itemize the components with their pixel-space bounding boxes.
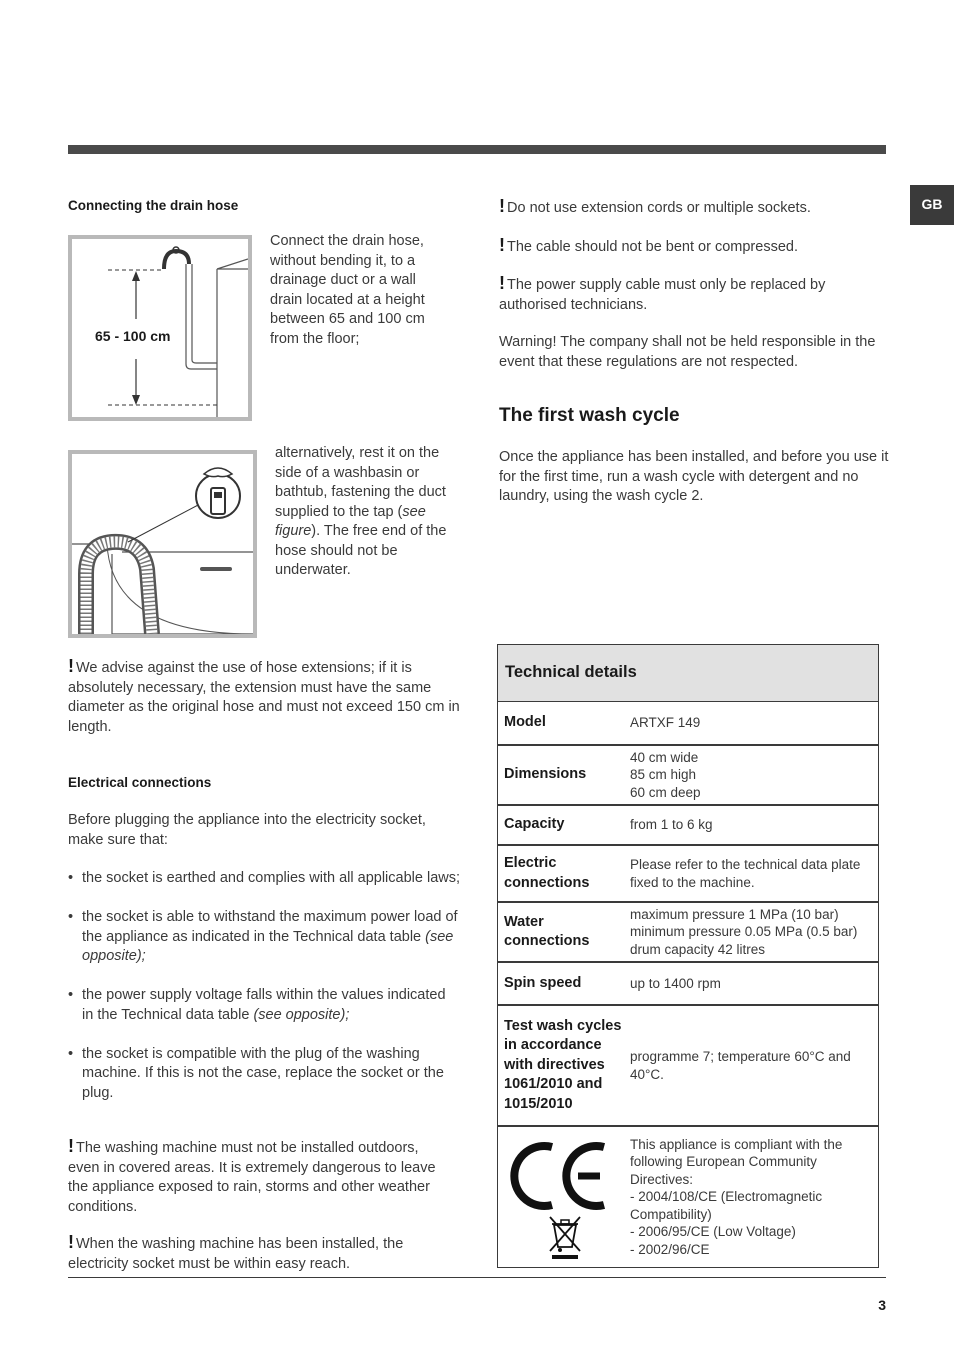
- ce-and-weee-icon: [508, 1135, 618, 1260]
- spin-value: up to 1400 rpm: [630, 975, 721, 991]
- hose-extension-warning: [68, 657, 460, 737]
- height-range-label: 65 - 100 cm: [95, 328, 171, 344]
- technical-details-title: Technical details: [498, 645, 878, 702]
- electric-value: Please refer to the technical data plate fixed to the machine.: [630, 857, 861, 890]
- water-max-pressure: maximum pressure 1 MPa (10 bar): [630, 906, 839, 922]
- check-item-text: the socket is compatible with the plug of the washing machine. If this is not the case, replace the socket or the plug.: [82, 1045, 444, 1101]
- check-item-text: the socket is earthed and complies with all applicable laws;: [82, 870, 461, 886]
- warning-mark: !: [68, 656, 74, 676]
- check-item-earthed: [68, 869, 460, 889]
- row-spin: [498, 963, 878, 1006]
- spin-label: Spin speed: [504, 974, 582, 991]
- check-item-em: (see opposite);: [253, 1006, 350, 1023]
- check-item-voltage: [68, 986, 460, 1025]
- row-water: [498, 903, 878, 963]
- directive-emc: - 2004/108/CE (Electromagnetic Compatibility): [630, 1189, 823, 1222]
- check-item-power-load: [68, 908, 460, 967]
- drain-wall-text: Connect the drain hose, without bending it, to a drainage duct or a wall drain located at a height between 65 and 100 cm from the floor;: [270, 233, 425, 347]
- drain-basin-text-em: see figure: [275, 503, 426, 539]
- water-label: Water connections: [504, 913, 590, 949]
- cable-bent-warning: [499, 236, 885, 258]
- drain-basin-text: [275, 444, 447, 581]
- drain-basin-figure: [68, 450, 257, 638]
- electric-label: Electric connections: [504, 855, 590, 891]
- check-item-text: the power supply voltage falls within the values indicated in the Technical data table: [82, 987, 446, 1023]
- row-dimensions: [498, 746, 878, 806]
- test-cycles-label: Test wash cycles in accordance with directives 1061/2010 and 1015/2010: [504, 1017, 622, 1112]
- dimension-width: 40 cm wide: [630, 749, 699, 765]
- model-value: ARTXF 149: [630, 715, 701, 731]
- warning-mark: !: [499, 273, 505, 293]
- extension-cord-warning-text: Do not use extension cords or multiple sockets.: [507, 200, 811, 216]
- warning-mark: !: [68, 1136, 74, 1156]
- compliance-intro: This appliance is compliant with the following European Community Directives:: [630, 1136, 843, 1187]
- outdoor-warning-text: The washing machine must not be installed outdoors, even in covered areas. It is extremely dangerous to leave the appliance exposed to rain, storms and other weather conditions.: [68, 1140, 436, 1215]
- row-electric: [498, 846, 878, 903]
- socket-reach-warning-text: When the washing machine has been installed, the electricity socket must be within easy reach.: [68, 1236, 404, 1272]
- cable-replace-warning: [499, 274, 885, 315]
- row-test-cycles: [498, 1006, 878, 1127]
- water-drum-capacity: drum capacity 42 litres: [630, 941, 766, 957]
- page-number: 3: [878, 1297, 886, 1313]
- dimensions-label: Dimensions: [504, 766, 587, 783]
- capacity-label: Capacity: [504, 816, 565, 833]
- drain-basin-text-a: alternatively, rest it on the side of a washbasin or bathtub, fastening the duct supplied to the tap (: [275, 445, 446, 520]
- cable-bent-warning-text: The cable should not be bent or compressed.: [507, 239, 798, 255]
- check-item-em: (see opposite);: [82, 928, 454, 964]
- company-warning: Warning! The company shall not be held responsible in the event that these regulations are not respected.: [499, 334, 876, 370]
- water-value: [628, 903, 878, 961]
- check-item-text: the socket is able to withstand the maximum power load of the appliance as indicated in the Technical data table: [82, 909, 458, 945]
- hose-extension-warning-text: We advise against the use of hose extensions; if it is absolutely necessary, the extension must have the same diameter as the original hose and must not exceed 150 cm in length.: [68, 660, 460, 735]
- test-cycles-value: programme 7; temperature 60°C and 40°C.: [630, 1049, 851, 1082]
- first-wash-text: Once the appliance has been installed, and before you use it for the first time, run a wash cycle with detergent and no laundry, using the wash cycle 2.: [499, 449, 889, 504]
- technical-details-table: [497, 644, 879, 1268]
- ce-mark-cell: [498, 1127, 628, 1267]
- drain-basin-illustration: [72, 454, 253, 634]
- extension-cord-warning: [499, 197, 885, 219]
- language-tab: GB: [910, 185, 954, 225]
- socket-reach-warning: [68, 1233, 453, 1274]
- drain-hose-heading: Connecting the drain hose: [68, 198, 239, 213]
- cable-replace-warning-text: The power supply cable must only be replaced by authorised technicians.: [499, 277, 826, 313]
- bottom-rule: [68, 1277, 886, 1278]
- first-wash-title: The first wash cycle: [499, 405, 680, 426]
- electrical-heading: Electrical connections: [68, 775, 212, 790]
- compliance-text: [628, 1127, 878, 1267]
- dimension-height: 85 cm high: [630, 767, 697, 783]
- capacity-value: from 1 to 6 kg: [630, 817, 713, 833]
- warning-mark: !: [499, 196, 505, 216]
- row-compliance: [498, 1127, 878, 1267]
- directive-low-voltage: - 2006/95/CE (Low Voltage): [630, 1224, 796, 1240]
- directive-weee: - 2002/96/CE: [630, 1241, 710, 1257]
- dimension-depth: 60 cm deep: [630, 784, 701, 800]
- drain-basin-text-b: ). The free end of the hose should not be underwater.: [275, 523, 447, 578]
- check-item-plug: [68, 1045, 460, 1104]
- water-min-pressure: minimum pressure 0.05 MPa (0.5 bar): [630, 924, 858, 940]
- outdoor-warning: [68, 1137, 453, 1217]
- dimensions-value: [628, 746, 878, 804]
- electrical-intro: Before plugging the appliance into the electricity socket, make sure that:: [68, 812, 426, 848]
- electrical-checklist: [68, 869, 460, 1123]
- top-rule: [68, 145, 886, 154]
- row-capacity: [498, 806, 878, 846]
- drain-wall-figure: [68, 235, 252, 421]
- warning-mark: !: [499, 235, 505, 255]
- warning-mark: !: [68, 1232, 74, 1252]
- row-model: [498, 702, 878, 746]
- model-label: Model: [504, 714, 546, 731]
